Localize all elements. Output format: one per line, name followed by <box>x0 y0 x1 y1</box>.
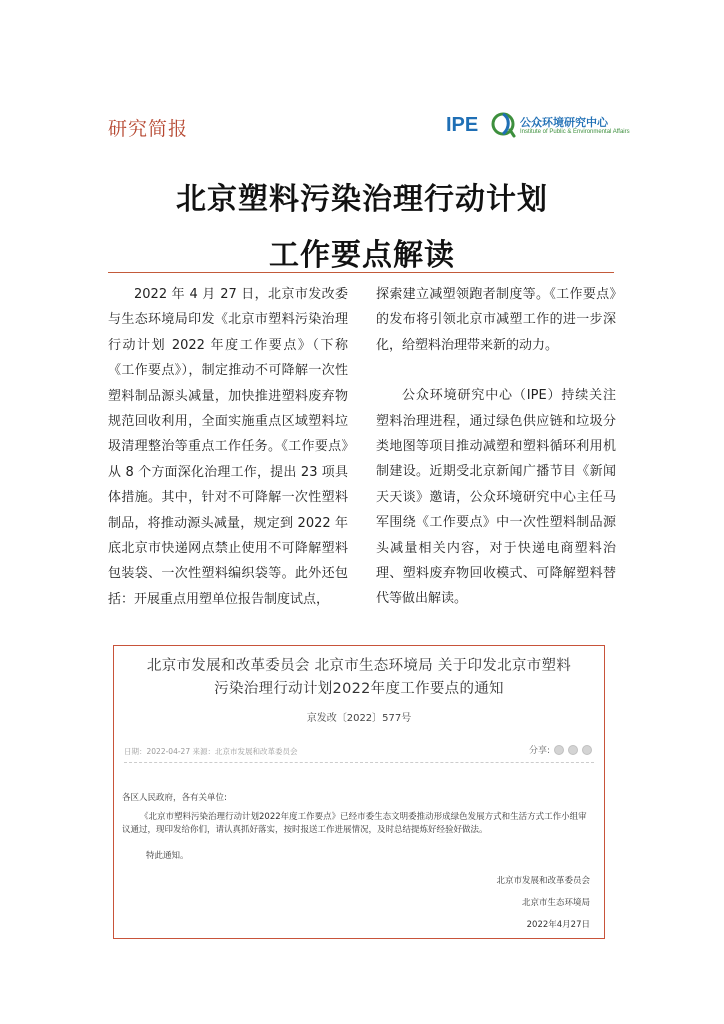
share-label: 分享: <box>528 746 550 756</box>
logo-name-cn: 公众环境研究中心 <box>520 116 608 129</box>
notice-salutation: 各区人民政府，各有关单位: <box>122 793 227 803</box>
leaf-logo-icon <box>490 110 516 138</box>
notice-signatory-ndrc: 北京市发展和改革委员会 <box>496 876 590 886</box>
notice-doc-number: 京发改〔2022〕577号 <box>306 713 412 724</box>
logo-name-en: Institute of Public & Environmental Affairs <box>520 129 630 135</box>
title-divider <box>108 272 614 273</box>
share-more-icon[interactable] <box>582 745 592 755</box>
logo-brand: IPE <box>446 114 479 136</box>
share-wechat-icon[interactable] <box>568 745 578 755</box>
notice-date: 2022年4月27日 <box>526 920 590 930</box>
section-label: 研究简报 <box>108 118 189 140</box>
notice-title-line2: 污染治理行动计划2022年度工作要点的通知 <box>214 681 504 697</box>
page-title-line2: 工作要点解读 <box>269 238 455 273</box>
notice-divider <box>124 762 594 763</box>
article-paragraph: 2022 年 4 月 27 日，北京市发改委与生态环境局印发《北京市塑料污染治理行动计划 2022 年度工作要点》（下称《工作要点》），制定推动不可降解一次性塑料制品源头减量，加快推进塑料废弃物规范回收利用，全面实施重点区域塑料垃圾清理整治等重点工作任务。《工作要点》从 8 个方面深化治理工作，提出 23 项具体措施。其中，针对不可降解一次性塑料制品，将推动源头减量，规定到 2022 年底北京市快递网点禁止使用不可降解塑料包装袋、一次性塑料编织袋等。此外还包括：开展重点用塑单位报告制度试点， <box>108 287 348 607</box>
notice-body: 《北京市塑料污染治理行动计划2022年度工作要点》已经市委生态文明委推动形成绿色发展方式和生活方式工作小组审议通过，现印发给你们，请认真抓好落实，按时报送工作进展情况，及时总结提炼好经验好做法。 <box>122 812 587 835</box>
notice-closing: 特此通知。 <box>146 851 189 861</box>
notice-signatory-eeb: 北京市生态环境局 <box>521 898 590 908</box>
notice-screenshot <box>113 645 605 939</box>
article-paragraph: 探索建立减塑领跑者制度等。《工作要点》的发布将引领北京市减塑工作的进一步深化，给塑料治理带来新的动力。 <box>376 287 616 353</box>
page-title-line1: 北京塑料污染治理行动计划 <box>176 182 548 217</box>
article-column-left <box>108 282 348 612</box>
notice-meta: 日期：2022-04-27 来源：北京市发展和改革委员会 <box>124 747 298 756</box>
notice-title-line1: 北京市发展和改革委员会 北京市生态环境局 关于印发北京市塑料 <box>146 658 572 674</box>
share-weibo-icon[interactable] <box>554 745 564 755</box>
article-column-right <box>376 282 616 612</box>
ipe-logo <box>446 110 630 142</box>
share-bar <box>529 743 592 756</box>
paragraph-gap <box>376 358 616 383</box>
article-paragraph: 公众环境研究中心（IPE）持续关注塑料治理进程，通过绿色供应链和垃圾分类地图等项目推动减塑和塑料循环利用机制建设。近期受北京新闻广播节目《新闻天天谈》邀请，公众环境研究中心主任马军围绕《工作要点》中一次性塑料制品源头减量相关内容，对于快递电商塑料治理、塑料废弃物回收模式、可降解塑料替代等做出解读。 <box>376 388 616 607</box>
